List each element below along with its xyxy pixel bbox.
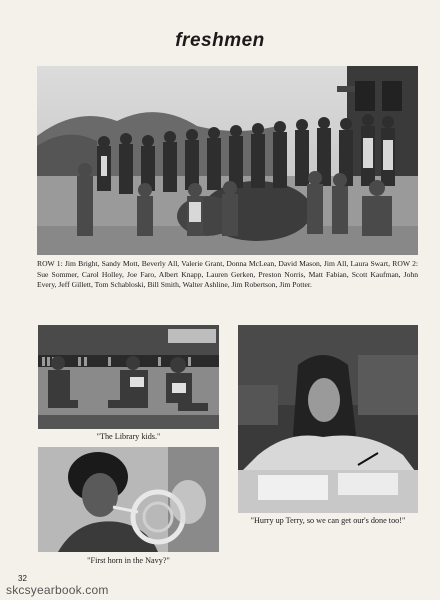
page-title: freshmen <box>175 30 265 51</box>
horn-photo-image <box>38 447 219 552</box>
group-photo-caption: ROW 1: Jim Bright, Sandy Mott, Beverly All, Valerie Grant, Donna McLean, David Mason, Jim All, Laura Swart, ROW 2: Sue Sommer, Carol Holley, Joe Faro, Albert Knapp, Lauren Gerken, Preston Norris, Matt Fabian, Scott Kaufman, John Every, Jeff Gillett, Tom Schabloski, Bill Smith, Walter Ashline, Jim Robertson, Jim Potter. <box>37 259 418 289</box>
library-photo-caption: "The Library kids." <box>96 432 161 441</box>
page-number: 32 <box>18 574 27 583</box>
terry-photo <box>238 325 418 513</box>
watermark-text: skcsyearbook.com <box>6 583 109 597</box>
terry-photo-image <box>238 325 418 513</box>
horn-photo <box>38 447 219 552</box>
horn-photo-caption: "First horn in the Navy?" <box>87 556 170 565</box>
library-photo <box>38 325 219 429</box>
group-photo <box>37 66 418 255</box>
terry-photo-caption: "Hurry up Terry, so we can get our's done too!" <box>250 516 406 525</box>
library-photo-image <box>38 325 219 429</box>
group-photo-image <box>37 66 418 255</box>
